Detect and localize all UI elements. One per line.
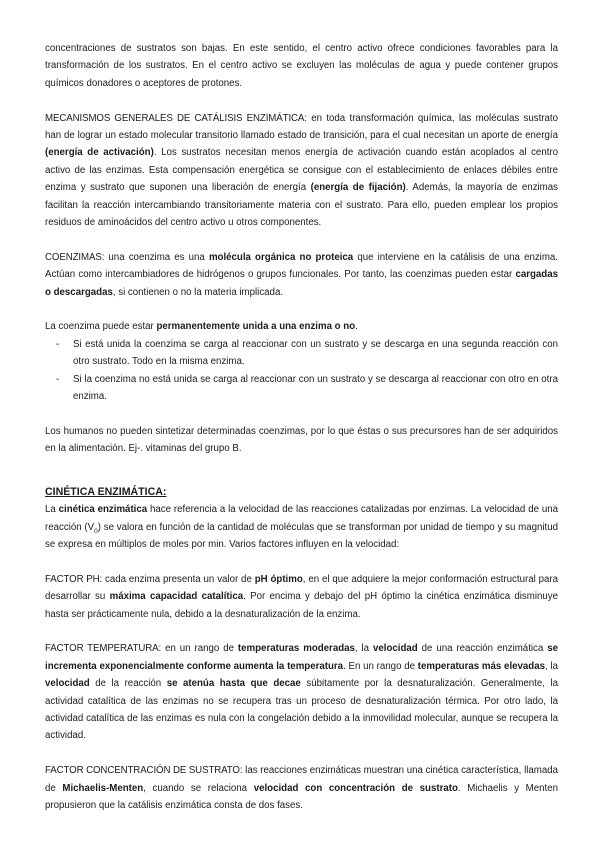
term-cinetica-enzimatica: cinética enzimática xyxy=(58,504,148,516)
term-ph-optimo: pH óptimo xyxy=(254,573,303,585)
paragraph-factor-temperatura: FACTOR TEMPERATURA: en un rango de temperaturas moderadas, la velocidad de una reacción enzimática se incrementa exponencialmente conforme aumenta la temperatura. En un rango de temperaturas más elevadas, la velocidad de la reacción se atenúa hasta que decae súbitamente por la desnaturalización. Generalmente, la actividad catalítica de las enzimas no se recupera tras un proceso de desnaturalización térmica. Por otro lado, la actividad catalítica de las enzimas es nula con la congelación debido a la inmovilidad molecular, aunque se recupera la actividad. xyxy=(45,643,558,742)
section-label-concentracion: FACTOR CONCENTRACIÓN DE SUSTRATO: xyxy=(45,765,243,777)
term-molecula-organica: molécula orgánica no proteica xyxy=(208,251,354,263)
document-page xyxy=(45,40,558,814)
paragraph-coenzima-union: La coenzima puede estar permanentemente unida a una enzima o no. xyxy=(45,321,358,333)
term-temperaturas-elevadas: temperaturas más elevadas xyxy=(417,660,545,672)
paragraph-centro-activo: concentraciones de sustratos son bajas. En este sentido, el centro activo ofrece condiciones favorables para la transformación de los sustratos. En el centro activo se excluyen las moléculas de agua y puede contener grupos químicos donadores o aceptores de protones. xyxy=(45,43,558,89)
section-label-ph: FACTOR PH: xyxy=(45,573,103,585)
term-velocidad-concentracion: velocidad con concentración de sustrato xyxy=(253,782,458,794)
list-item: - Si la coenzima no está unida se carga al reaccionar con un sustrato y se descarga al reaccionar con otro en otra enzima. xyxy=(45,371,558,406)
term-incremento-exponencial: se incrementa exponencialmente conforme aumenta la temperatura xyxy=(45,643,558,672)
heading-cinetica: CINÉTICA ENZIMÁTICA: xyxy=(45,485,167,498)
dash-marker: - xyxy=(56,373,60,385)
term-atenua-decae: se atenúa hasta que decae xyxy=(166,678,301,690)
term-energia-fijacion: (energía de fijación) xyxy=(310,182,406,194)
term-cargadas-descargadas: cargadas o descargadas xyxy=(45,269,558,298)
section-label-coenzimas: COENZIMAS: xyxy=(45,251,105,263)
coenzima-list xyxy=(45,336,558,406)
section-label-mecanismos: MECANISMOS GENERALES DE CATÁLISIS ENZIMÁTICA: xyxy=(45,112,307,124)
list-item: - Si está unida la coenzima se carga al reaccionar con un sustrato y se descarga en una segunda reacción con otro sustrato. Todo en la misma enzima. xyxy=(45,336,558,371)
term-maxima-capacidad: máxima capacidad catalítica xyxy=(109,591,244,603)
paragraph-coenzimas: COENZIMAS: una coenzima es una molécula orgánica no proteica que interviene en la catálisis de una enzima. Actúan como intercambiadores de hidrógenos o grupos funcionales. Por tanto, las coenzimas pueden estar cargadas o descargadas, si contienen o no la materia implicada. xyxy=(45,251,558,298)
dash-marker: - xyxy=(56,338,60,350)
paragraph-cinetica: La cinética enzimática hace referencia a la velocidad de las reacciones catalizadas por enzimas. La velocidad de una reacción $(V_0)$ se valora en función de la cantidad de moléculas que se transforman por unidad de tiempo y su magnitud se expresa en múltiplos de moles por min. Varios factores influyen en la velocidad: xyxy=(45,504,559,550)
section-label-temperatura: FACTOR TEMPERATURA: xyxy=(45,643,162,655)
term-velocidad: velocidad xyxy=(45,678,90,690)
paragraph-mecanismos: MECANISMOS GENERALES DE CATÁLISIS ENZIMÁTICA: en toda transformación química, las moléculas sustrato han de lograr un estado molecular transitorio llamado estado de transición, para el cual necesitan un aporte de energía (energía de activación). Los sustratos necesitan menos energía de activación cuando están acoplados al centro activo de las enzimas. Esta compensación energética se consigue con el establecimiento de enlaces débiles entre enzima y sustrato que suponen una liberación de energía (energía de fijación). Además, la mayoría de enzimas facilitan la reacción intercambiando transitoriamente materia con el sustrato. Para ello, pueden emplear los propios residuos de aminoácidos del centro activo u otros componentes. xyxy=(45,112,559,229)
term-energia-activacion: (energía de activación) xyxy=(45,147,154,159)
paragraph-factor-concentracion: FACTOR CONCENTRACIÓN DE SUSTRATO: las reacciones enzimáticas muestran una cinética característica, llamada de Michaelis-Menten, cuando se relaciona velocidad con concentración de sustrato. Michaelis y Menten propusieron que la catálisis enzimática consta de dos fases. xyxy=(45,765,558,811)
term-michaelis-menten: Michaelis-Menten xyxy=(62,782,144,794)
paragraph-factor-ph: FACTOR PH: cada enzima presenta un valor de pH óptimo, en el que adquiere la mejor conformación estructural para desarrollar su máxima capacidad catalítica. Por encima y debajo del pH óptimo la cinética enzimática disminuye hasta ser prácticamente nula, debido a la desnaturalización de la enzima. xyxy=(45,573,558,620)
term-velocidad: velocidad xyxy=(373,643,418,655)
subscript-zero: 0 xyxy=(94,527,98,535)
paragraph-humanos: Los humanos no pueden sintetizar determinadas coenzimas, por lo que éstas o sus precursores han de ser adquiridos en la alimentación. Ej-. vitaminas del grupo B. xyxy=(45,425,558,455)
term-temperaturas-moderadas: temperaturas moderadas xyxy=(237,643,355,655)
term-permanentemente-unida: permanentemente unida a una enzima o no xyxy=(156,321,356,333)
